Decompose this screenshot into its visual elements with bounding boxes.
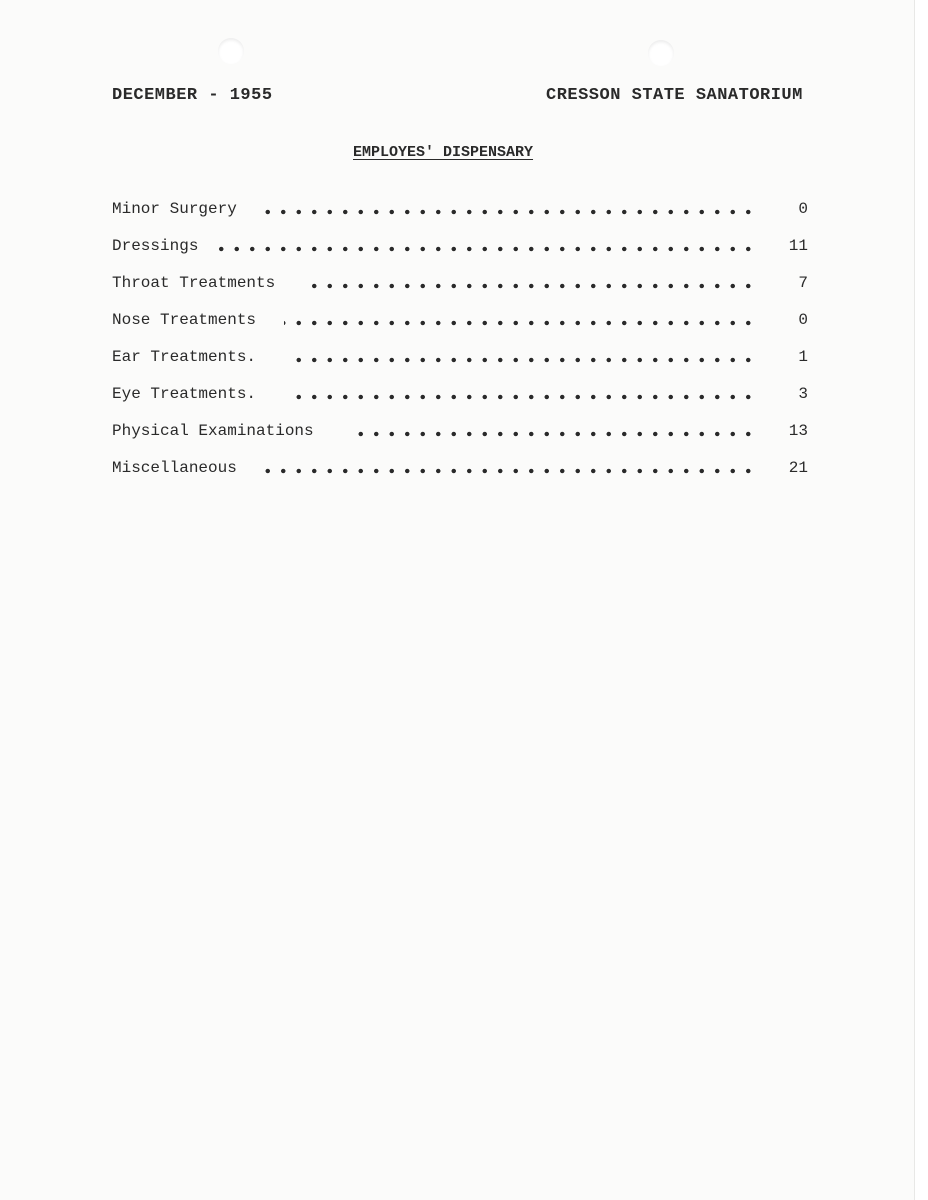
list-row-eye-treatments	[112, 383, 808, 420]
section-title: EMPLOYES' DISPENSARY	[353, 144, 534, 161]
dot-leader	[294, 394, 756, 400]
dot-leader	[284, 320, 756, 326]
dot-leader	[305, 283, 756, 289]
row-value: 0	[798, 311, 808, 329]
row-label: Nose Treatments	[112, 311, 257, 329]
page-edge	[914, 0, 928, 1200]
row-label: Dressings	[112, 237, 199, 255]
row-label: Physical Examinations	[112, 422, 314, 440]
list-row-physical-examinations	[112, 420, 808, 457]
row-value: 21	[788, 459, 808, 477]
dot-leader	[294, 357, 756, 363]
list-row-nose-treatments	[112, 309, 808, 346]
list-row-miscellaneous	[112, 457, 808, 494]
list-row-minor-surgery	[112, 198, 808, 235]
row-value: 13	[788, 422, 808, 440]
dot-leader	[216, 246, 756, 252]
row-value: 1	[798, 348, 808, 366]
dot-leader	[264, 209, 756, 215]
punch-hole-right	[648, 40, 674, 66]
row-label: Eye Treatments.	[112, 385, 257, 403]
row-value: 7	[798, 274, 808, 292]
dot-leader	[264, 468, 756, 474]
row-label: Minor Surgery	[112, 200, 237, 218]
list-row-dressings	[112, 235, 808, 272]
dot-leader	[348, 431, 756, 437]
row-label: Miscellaneous	[112, 459, 237, 477]
list-row-throat-treatments	[112, 272, 808, 309]
report-date: DECEMBER - 1955	[112, 86, 273, 105]
row-value: 11	[788, 237, 808, 255]
row-value: 3	[798, 385, 808, 403]
institution-name: CRESSON STATE SANATORIUM	[546, 86, 803, 105]
row-value: 0	[798, 200, 808, 218]
punch-hole-left	[218, 38, 244, 64]
dispensary-list	[112, 198, 808, 494]
list-row-ear-treatments	[112, 346, 808, 383]
row-label: Throat Treatments	[112, 274, 276, 292]
row-label: Ear Treatments.	[112, 348, 257, 366]
